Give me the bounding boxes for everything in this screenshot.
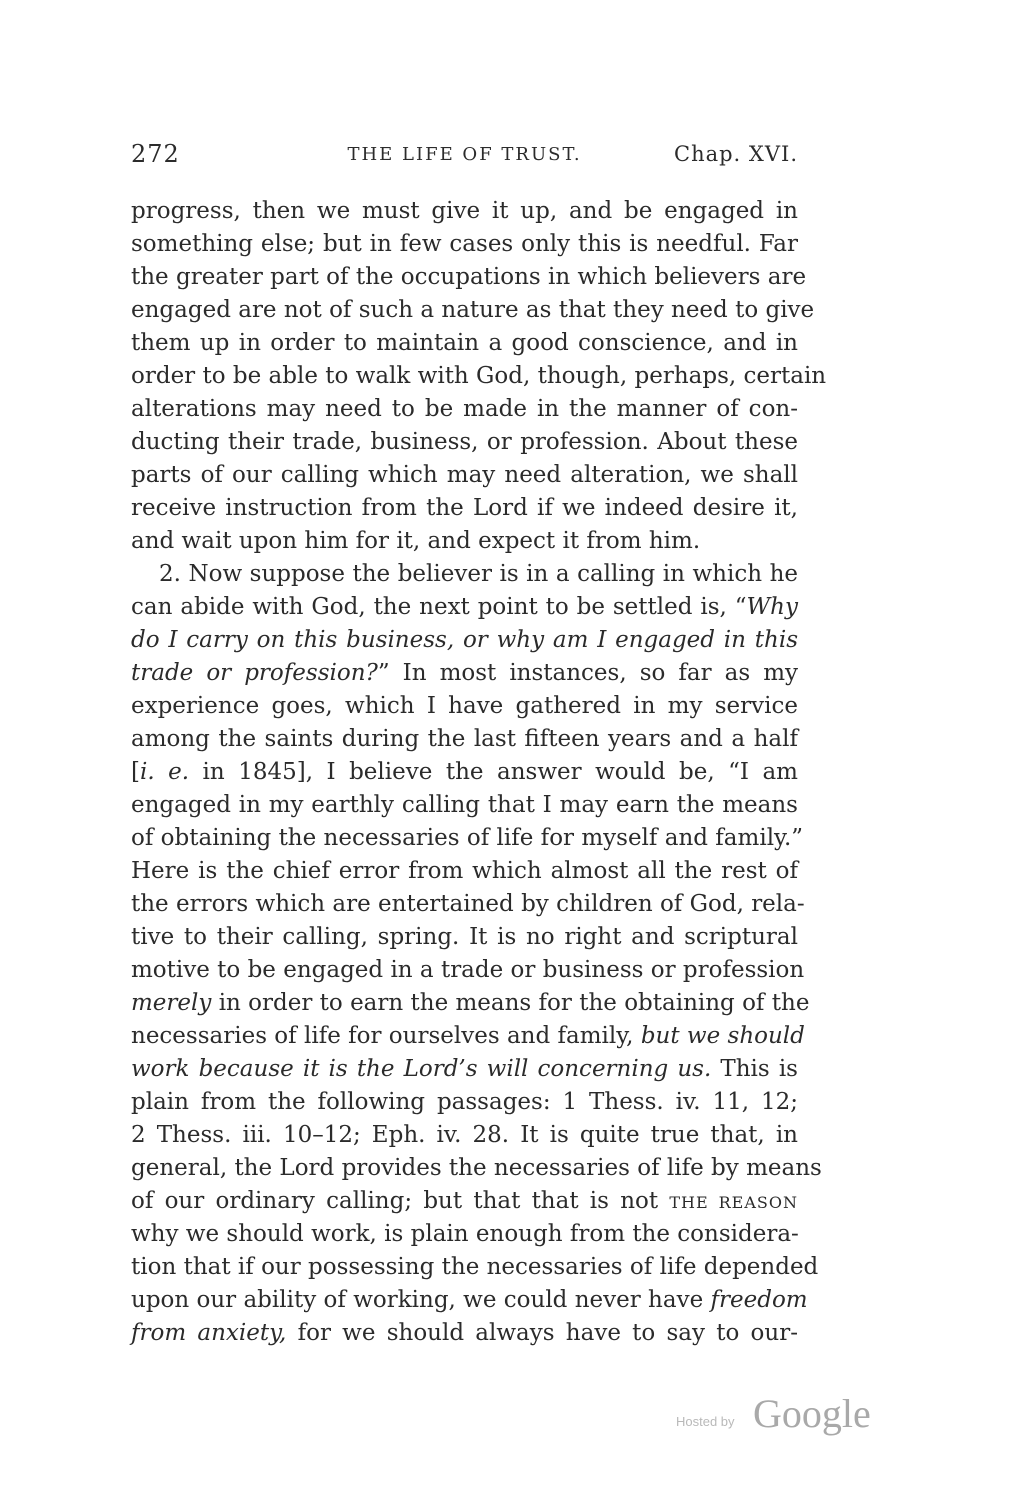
text-line <box>131 1317 798 1350</box>
text-segment: ” In most instances, so far as my <box>377 660 798 686</box>
text-segment: experience goes, which I have gathered in my service <box>131 693 798 719</box>
text-line <box>131 393 798 426</box>
text-line <box>131 1020 805 1053</box>
text-segment: engaged in my earthly calling that I may earn the means <box>131 792 798 818</box>
text-line <box>131 756 798 789</box>
text-segment: the greater part of the occupations in which believers are <box>131 264 807 290</box>
text-line <box>131 1053 798 1086</box>
page-header <box>131 140 798 176</box>
text-line <box>131 459 798 492</box>
text-segment: parts of our calling which may need alteration, we shall <box>131 462 798 488</box>
text-line <box>131 525 798 558</box>
chapter-label: Chap. XVI. <box>674 142 798 166</box>
text-line <box>131 294 815 327</box>
italic-text: Why <box>746 594 798 620</box>
text-line <box>131 1251 819 1284</box>
text-segment: tion that if our possessing the necessaries of life depended <box>131 1254 819 1280</box>
text-segment: them up in order to maintain a good conscience, and in <box>131 330 798 356</box>
text-line <box>131 921 798 954</box>
text-segment: of obtaining the necessaries of life for myself and family.” <box>131 825 804 851</box>
text-line <box>131 327 798 360</box>
hosted-by-label: Hosted by <box>676 1414 735 1429</box>
text-line <box>131 1152 822 1185</box>
text-segment: progress, then we must give it up, and be engaged in <box>131 198 798 224</box>
italic-text: i. e. <box>139 759 190 785</box>
text-segment: motive to be engaged in a trade or business or profession <box>131 957 805 983</box>
text-segment: 2 Thess. iii. 10–12; Eph. iv. 28. It is quite true that, in <box>131 1122 798 1148</box>
text-segment: among the saints during the last fifteen years and a half <box>131 726 798 752</box>
text-segment: engaged are not of such a nature as that they need to give <box>131 297 815 323</box>
text-line <box>131 1218 798 1251</box>
text-segment: receive instruction from the Lord if we indeed desire it, <box>131 495 798 521</box>
text-segment: upon our ability of working, we could never have <box>131 1287 711 1313</box>
google-logo: Google <box>753 1391 871 1436</box>
text-segment: for we should always have to say to our- <box>286 1320 798 1346</box>
text-line <box>131 1119 798 1152</box>
italic-text: merely <box>131 990 212 1016</box>
text-line <box>131 426 798 459</box>
running-title: THE LIFE OF TRUST. <box>347 144 582 165</box>
text-line <box>131 987 810 1020</box>
text-segment: [ <box>131 759 140 785</box>
text-line <box>131 690 798 723</box>
text-line <box>131 888 805 921</box>
text-segment: the errors which are entertained by children of God, rela- <box>131 891 805 917</box>
text-line <box>131 558 798 591</box>
text-line <box>131 1086 798 1119</box>
text-line <box>131 822 804 855</box>
text-line <box>131 789 798 822</box>
text-segment: ducting their trade, business, or profession. About these <box>131 429 798 455</box>
text-line <box>131 261 807 294</box>
text-segment: can abide with God, the next point to be settled is, “ <box>131 594 747 620</box>
text-segment: and wait upon him for it, and expect it from him. <box>131 528 701 554</box>
text-segment: in order to earn the means for the obtaining of the <box>211 990 810 1016</box>
text-line <box>131 1185 798 1218</box>
italic-text: freedom <box>710 1287 808 1313</box>
text-line <box>131 624 798 657</box>
small-caps-text: THE REASON <box>669 1193 798 1212</box>
text-line <box>131 657 798 690</box>
text-segment: of our ordinary calling; but that that is not <box>131 1188 670 1214</box>
text-segment: This is <box>711 1056 798 1082</box>
text-segment: Here is the chief error from which almost all the rest of <box>131 858 798 884</box>
hosted-by-google-watermark <box>676 1390 886 1436</box>
text-line <box>131 228 798 261</box>
text-segment: tive to their calling, spring. It is no right and scriptural <box>131 924 798 950</box>
text-segment: in 1845], I believe the answer would be, “I am <box>189 759 798 785</box>
text-segment: something else; but in few cases only this is needful. Far <box>131 231 798 257</box>
text-segment: alterations may need to be made in the manner of con- <box>131 396 798 422</box>
text-line <box>131 591 798 624</box>
text-line <box>131 723 798 756</box>
text-line <box>131 195 798 228</box>
text-segment: order to be able to walk with God, though, perhaps, certain <box>131 363 827 389</box>
italic-text: from anxiety, <box>131 1320 287 1346</box>
italic-text: do I carry on this business, or why am I engaged in this <box>131 627 798 653</box>
page-number: 272 <box>131 140 180 168</box>
italic-text: trade or profession? <box>131 660 378 686</box>
italic-text: but we should <box>640 1023 805 1049</box>
text-segment: why we should work, is plain enough from the considera- <box>131 1221 799 1247</box>
italic-text: work because it is the Lord’s will concerning us. <box>131 1056 712 1082</box>
text-segment: necessaries of life for ourselves and family, <box>131 1023 641 1049</box>
page-body <box>131 195 827 1350</box>
text-segment: 2. Now suppose the believer is in a calling in which he <box>159 561 798 587</box>
text-line <box>131 1284 808 1317</box>
text-line <box>131 492 798 525</box>
text-line <box>131 855 798 888</box>
text-line <box>131 954 805 987</box>
text-segment: general, the Lord provides the necessaries of life by means <box>131 1155 822 1181</box>
text-line <box>131 360 827 393</box>
text-segment: plain from the following passages: 1 Thess. iv. 11, 12; <box>131 1089 798 1115</box>
